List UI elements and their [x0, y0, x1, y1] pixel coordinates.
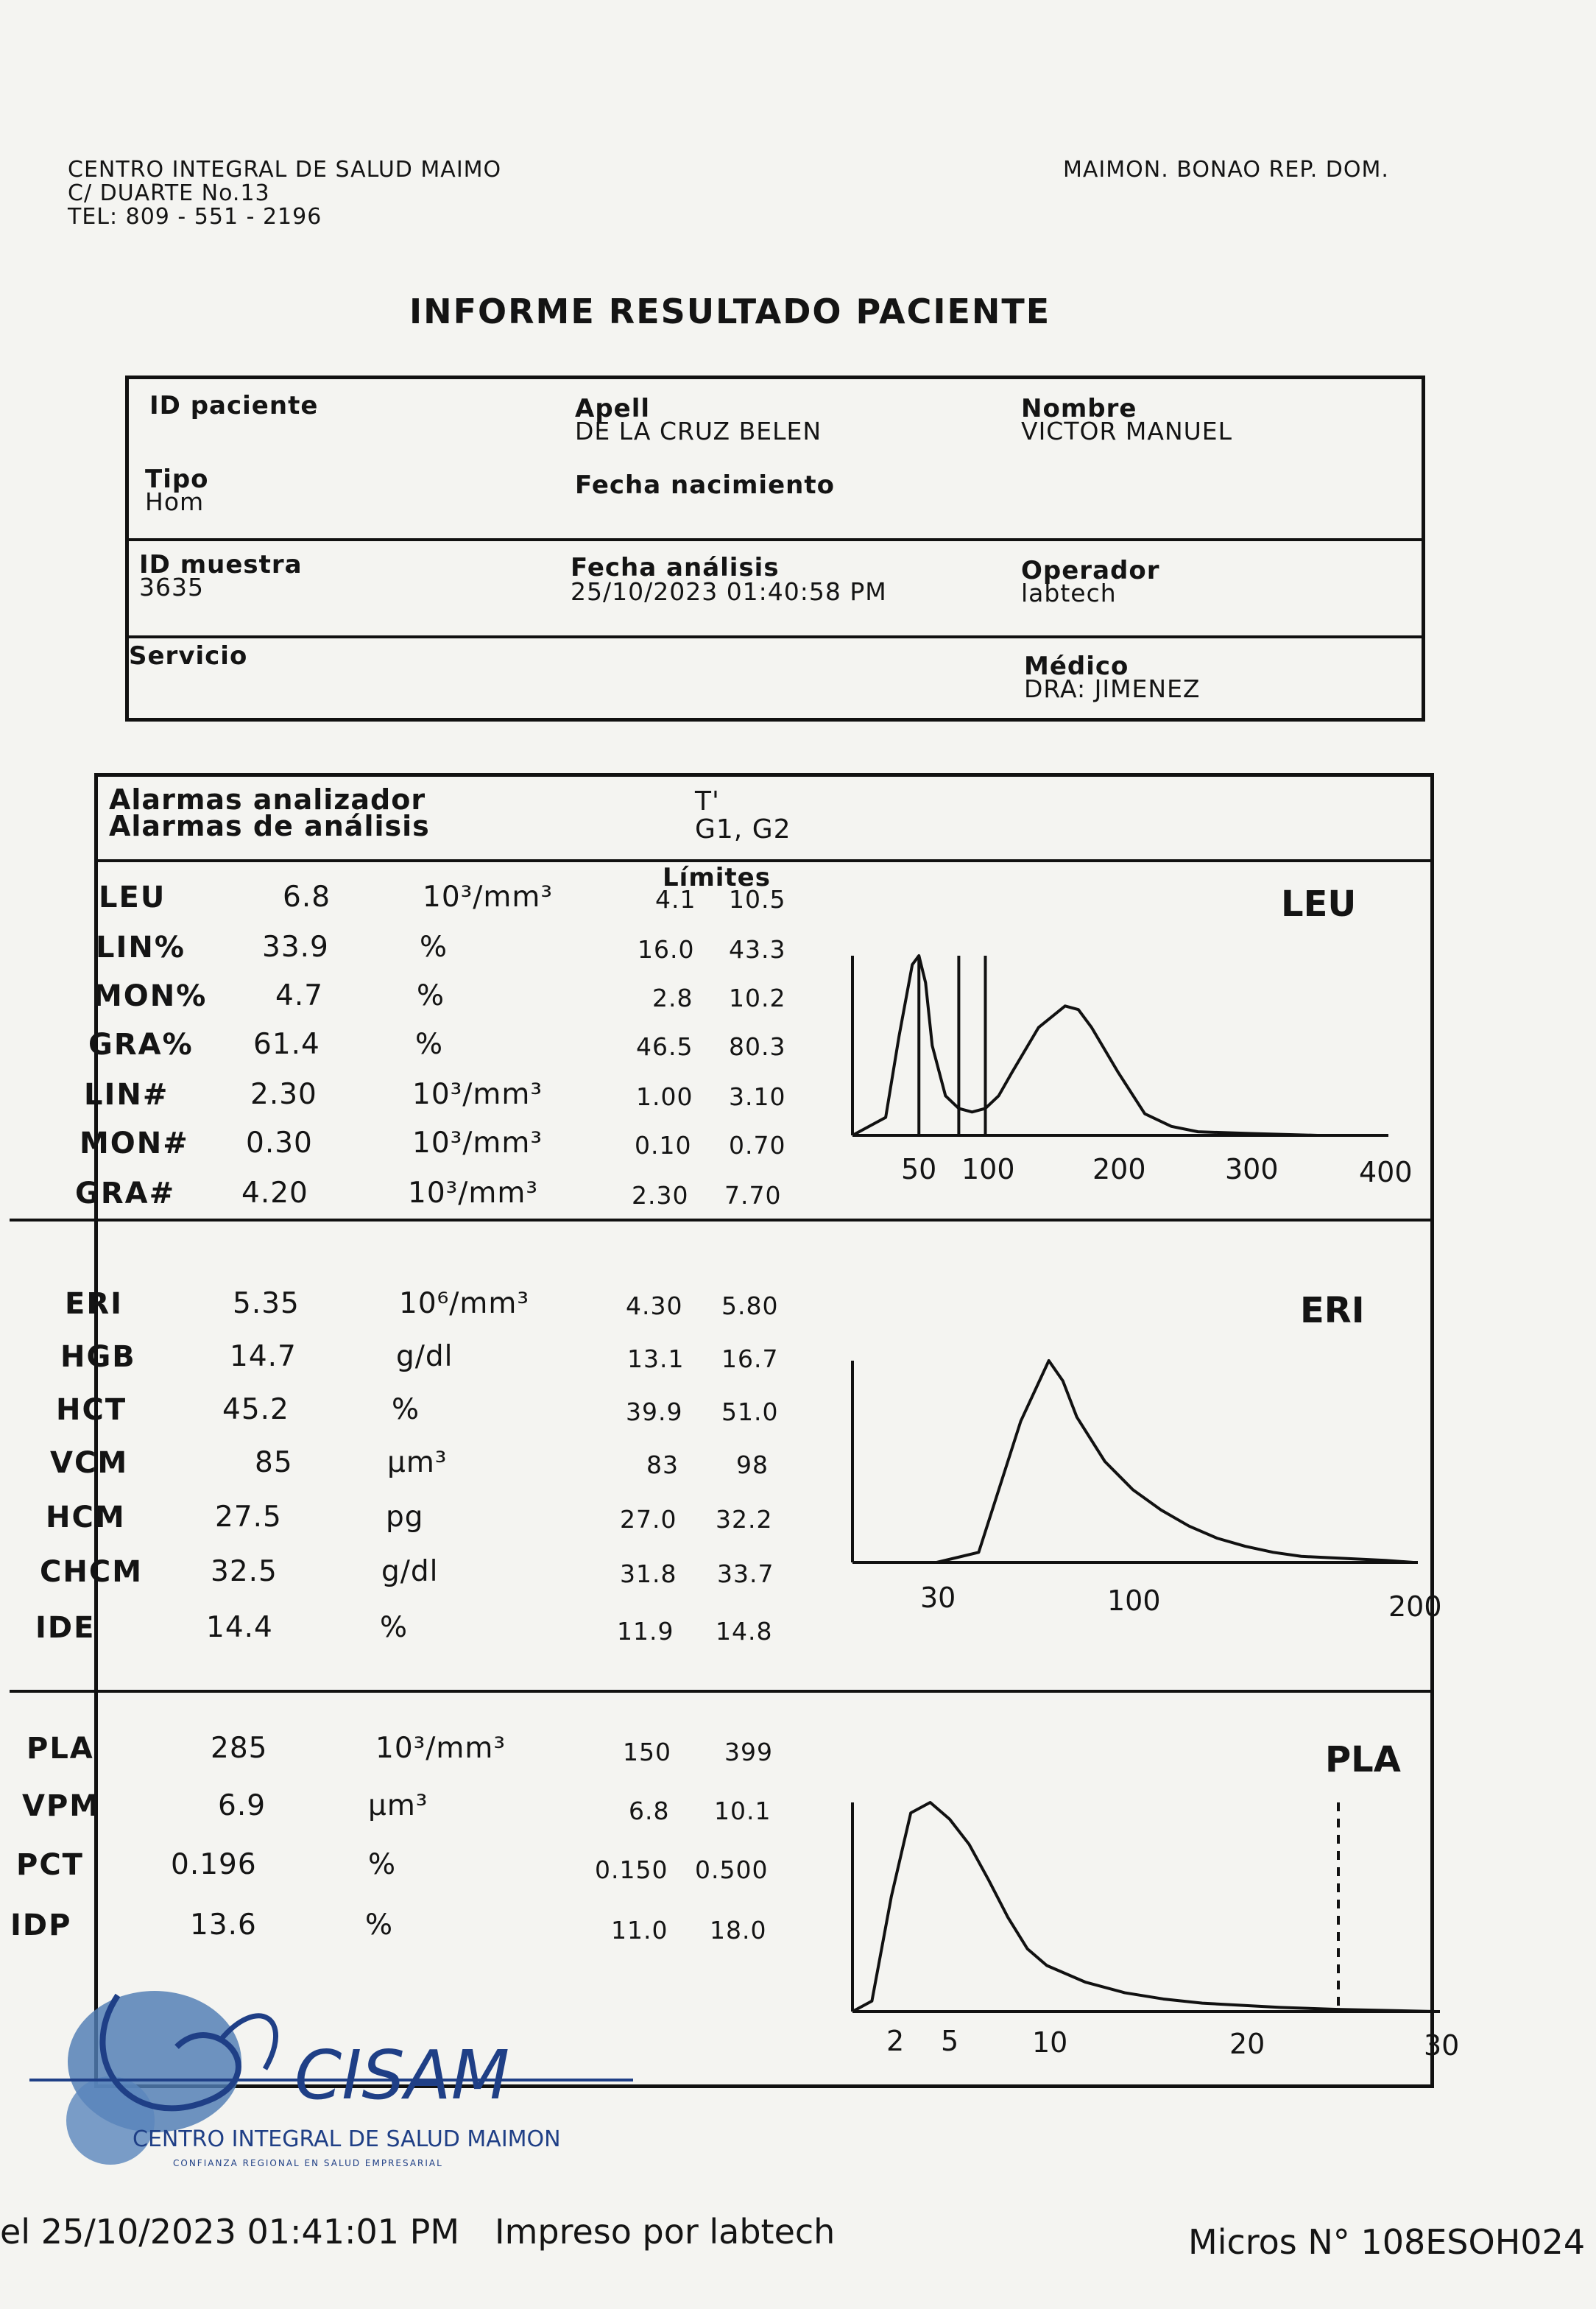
param-unit: 10³/mm³	[375, 1732, 506, 1765]
param-low: 46.5	[636, 1032, 693, 1061]
fecha-analisis-value: 25/10/2023 01:40:58 PM	[571, 577, 887, 606]
param-low: 0.10	[635, 1131, 692, 1160]
limites-header: Límites	[663, 863, 771, 892]
alarmas-analizador-value: T'	[695, 786, 720, 817]
tick-label: 10	[1032, 2026, 1068, 2059]
param-name: LEU	[99, 881, 166, 914]
nombre-value: VICTOR MANUEL	[1021, 417, 1233, 445]
micros-serial: Micros N° 108ESOH024	[1188, 2222, 1586, 2262]
param-name: MON#	[80, 1127, 189, 1160]
tick-label: 2	[886, 2025, 905, 2057]
fecha-nacimiento-label: Fecha nacimiento	[575, 470, 835, 500]
divider	[129, 538, 1422, 541]
apellido-label: Apell	[575, 394, 651, 423]
id-muestra-value: 3635	[139, 573, 204, 602]
param-value: 2.30	[250, 1078, 317, 1111]
param-value: 0.196	[171, 1848, 257, 1881]
divider	[10, 1219, 1430, 1222]
param-value: 5.35	[233, 1287, 300, 1320]
param-high: 18.0	[710, 1916, 767, 1945]
param-name: VCM	[50, 1446, 129, 1480]
param-high: 33.7	[717, 1559, 774, 1588]
param-high: 0.70	[729, 1131, 786, 1160]
param-name: CHCM	[40, 1555, 143, 1589]
param-unit: µm³	[368, 1789, 428, 1822]
param-unit: g/dl	[396, 1340, 453, 1373]
param-high: 0.500	[695, 1855, 769, 1884]
tick-label: 200	[1092, 1153, 1146, 1185]
param-high: 43.3	[729, 935, 786, 964]
clinic-name: CENTRO INTEGRAL DE SALUD MAIMO	[68, 157, 502, 183]
leu-histogram-caption: LEU	[1281, 884, 1357, 925]
param-low: 31.8	[620, 1559, 677, 1588]
param-low: 39.9	[626, 1397, 683, 1426]
param-high: 399	[724, 1738, 773, 1766]
tick-label: 20	[1229, 2028, 1265, 2060]
param-unit: %	[380, 1611, 409, 1644]
param-high: 10.5	[729, 885, 786, 914]
operador-value: labtech	[1021, 579, 1117, 607]
param-value: 6.9	[218, 1789, 266, 1822]
param-value: 61.4	[253, 1028, 320, 1061]
patient-info-box	[125, 376, 1425, 722]
apellido-value: DE LA CRUZ BELEN	[575, 417, 822, 445]
param-unit: 10³/mm³	[423, 881, 554, 914]
param-low: 11.9	[617, 1617, 674, 1646]
param-low: 1.00	[636, 1082, 693, 1111]
pla-histogram-caption: PLA	[1325, 1739, 1401, 1780]
param-low: 4.1	[655, 885, 696, 914]
tick-label: 100	[961, 1153, 1015, 1185]
divider	[10, 1690, 1430, 1693]
param-high: 10.1	[714, 1797, 771, 1825]
param-value: 14.7	[230, 1340, 297, 1373]
param-unit: 10³/mm³	[412, 1078, 543, 1111]
param-low: 4.30	[626, 1291, 683, 1320]
param-unit: %	[365, 1908, 394, 1942]
stamp-monogram: CISAM	[294, 2036, 510, 2115]
param-unit: 10³/mm³	[412, 1127, 543, 1160]
stamp-text: CENTRO INTEGRAL DE SALUD MAIMON	[133, 2126, 561, 2152]
param-value: 45.2	[222, 1393, 289, 1426]
param-high: 7.70	[724, 1181, 782, 1210]
param-low: 83	[646, 1450, 679, 1479]
param-low: 11.0	[611, 1916, 668, 1945]
param-high: 5.80	[721, 1291, 779, 1320]
histogram-curve	[852, 956, 1384, 1135]
printed-timestamp: el 25/10/2023 01:41:01 PM	[0, 2212, 460, 2252]
clinic-phone: TEL: 809 - 551 - 2196	[68, 204, 322, 230]
param-value: 27.5	[215, 1501, 282, 1534]
param-unit: 10³/mm³	[408, 1177, 539, 1210]
param-low: 27.0	[620, 1505, 677, 1534]
printed-by: Impreso por labtech	[495, 2212, 836, 2252]
medico-value: DRA: JIMENEZ	[1024, 674, 1201, 703]
eri-histogram	[847, 1355, 1421, 1568]
tipo-label: Tipo	[145, 465, 209, 494]
nombre-label: Nombre	[1021, 394, 1137, 423]
param-high: 14.8	[716, 1617, 773, 1646]
tick-label: 400	[1359, 1156, 1413, 1188]
param-high: 51.0	[721, 1397, 779, 1426]
param-unit: µm³	[387, 1446, 448, 1479]
fecha-analisis-label: Fecha análisis	[571, 553, 780, 582]
id-paciente-label: ID paciente	[149, 391, 319, 420]
divider	[98, 859, 1430, 862]
param-name: PCT	[16, 1848, 84, 1882]
param-value: 4.20	[241, 1177, 308, 1210]
param-high: 98	[736, 1450, 769, 1479]
param-name: LIN%	[96, 931, 186, 965]
operador-label: Operador	[1021, 556, 1160, 585]
param-unit: %	[368, 1848, 397, 1881]
param-value: 32.5	[211, 1555, 278, 1588]
alarmas-analizador-label: Alarmas analizador	[109, 783, 426, 816]
leu-histogram	[847, 950, 1391, 1141]
param-value: 0.30	[246, 1127, 313, 1160]
param-unit: %	[392, 1393, 420, 1426]
param-name: MON%	[93, 979, 208, 1013]
param-unit: %	[417, 979, 445, 1012]
tick-label: 200	[1388, 1590, 1442, 1623]
alarmas-analisis-label: Alarmas de análisis	[109, 810, 430, 842]
histogram-curve	[852, 1802, 1436, 2012]
param-high: 16.7	[721, 1344, 779, 1373]
tick-label: 100	[1107, 1584, 1161, 1617]
tick-label: 30	[920, 1582, 956, 1614]
param-unit: %	[420, 931, 448, 964]
param-name: HCT	[56, 1393, 127, 1427]
param-unit: pg	[386, 1501, 424, 1534]
param-low: 2.30	[632, 1181, 689, 1210]
param-high: 10.2	[729, 984, 786, 1012]
param-value: 14.4	[206, 1611, 273, 1644]
tipo-value: Hom	[145, 487, 205, 516]
param-name: PLA	[27, 1732, 94, 1766]
param-name: HGB	[60, 1340, 136, 1374]
param-name: ERI	[65, 1287, 124, 1321]
tick-label: 30	[1424, 2029, 1460, 2062]
tick-label: 300	[1225, 1153, 1279, 1185]
param-low: 2.8	[652, 984, 693, 1012]
pla-histogram	[847, 1797, 1443, 2017]
param-high: 80.3	[729, 1032, 786, 1061]
id-muestra-label: ID muestra	[139, 550, 303, 579]
param-value: 4.7	[275, 979, 324, 1012]
param-low: 13.1	[627, 1344, 685, 1373]
medico-label: Médico	[1024, 652, 1129, 681]
param-value: 85	[255, 1446, 293, 1479]
tick-label: 5	[941, 2025, 959, 2057]
param-high: 32.2	[716, 1505, 773, 1534]
clinic-location: MAIMON. BONAO REP. DOM.	[1063, 157, 1389, 183]
param-value: 33.9	[262, 931, 329, 964]
clinic-address: C/ DUARTE No.13	[68, 180, 270, 206]
param-low: 16.0	[638, 935, 695, 964]
histogram-curve	[852, 1361, 1413, 1562]
param-name: GRA%	[88, 1028, 194, 1062]
param-low: 0.150	[595, 1855, 668, 1884]
report-title: INFORME RESULTADO PACIENTE	[409, 292, 1051, 331]
param-name: HCM	[46, 1501, 126, 1534]
param-name: IDE	[35, 1611, 96, 1645]
stamp-tagline: CONFIANZA REGIONAL EN SALUD EMPRESARIAL	[173, 2158, 443, 2168]
param-name: LIN#	[84, 1078, 169, 1112]
param-unit: g/dl	[381, 1555, 439, 1588]
servicio-label: Servicio	[129, 641, 248, 671]
param-value: 6.8	[283, 881, 331, 914]
tick-label: 50	[901, 1153, 937, 1185]
param-name: VPM	[22, 1789, 101, 1823]
param-name: GRA#	[75, 1177, 176, 1210]
param-unit: %	[415, 1028, 444, 1061]
param-low: 150	[623, 1738, 671, 1766]
param-unit: 10⁶/mm³	[399, 1287, 530, 1320]
param-low: 6.8	[629, 1797, 670, 1825]
alarmas-analisis-value: G1, G2	[695, 814, 791, 845]
param-value: 13.6	[190, 1908, 257, 1942]
param-high: 3.10	[729, 1082, 786, 1111]
param-name: IDP	[10, 1908, 72, 1942]
param-value: 285	[211, 1732, 268, 1765]
clinic-stamp-logo	[29, 1951, 633, 2187]
divider	[129, 635, 1422, 638]
eri-histogram-caption: ERI	[1300, 1290, 1365, 1331]
